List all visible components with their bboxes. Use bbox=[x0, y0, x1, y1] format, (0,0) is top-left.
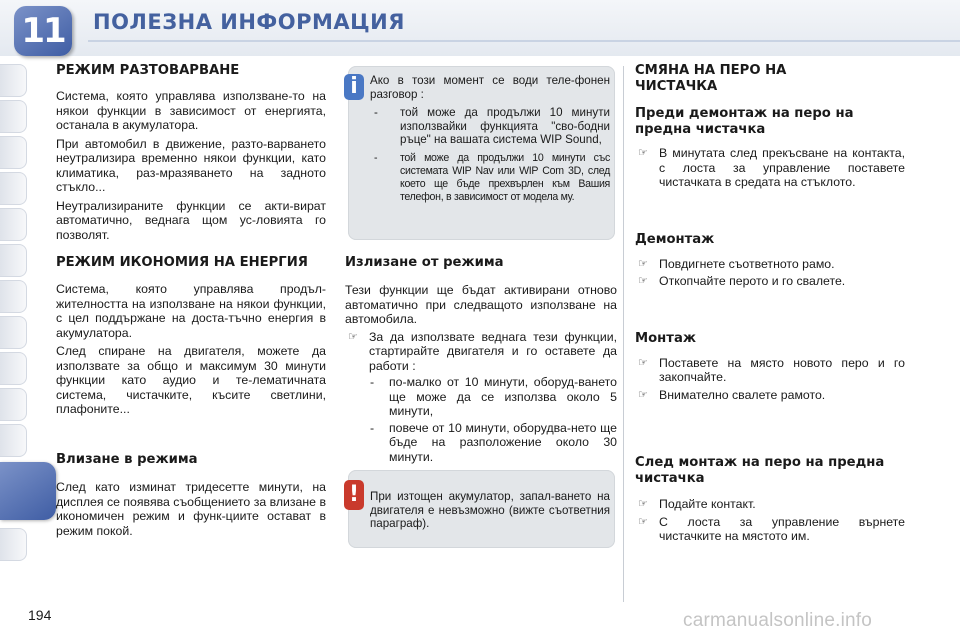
pointing-hand-icon: ☞ bbox=[348, 330, 358, 343]
list-item: ☞ Повдигнете съответното рамо. bbox=[638, 256, 835, 271]
economy-mode-title: РЕЖИМ ИКОНОМИЯ НА ЕНЕРГИЯ bbox=[56, 255, 308, 270]
pointing-hand-icon: ☞ bbox=[638, 356, 648, 369]
header-rule bbox=[88, 40, 960, 42]
dash-item: - по-малко от 10 минути, оборуд-ването ще може да се използва около 5 минути, bbox=[370, 375, 617, 418]
chapter-tab[interactable] bbox=[0, 136, 27, 169]
left-column-economy bbox=[56, 255, 326, 417]
chapter-tab[interactable] bbox=[0, 172, 27, 205]
pointing-hand-icon: ☞ bbox=[638, 498, 648, 510]
info-item: - той може да продължи 10 минути използвайки функцията "сво-бодни ръце" на вашата система WIP Sound, bbox=[374, 106, 610, 146]
paragraph: Система, която управлява използване-то на някои функции в зависимост от енергията, останала в акумулатора. bbox=[56, 89, 326, 132]
watermark: carmanualsonline.info bbox=[683, 610, 873, 631]
dash-marker: - bbox=[374, 106, 378, 119]
paragraph: Система, която управлява продъл-жителността на използване на някои функции, с цел поддържане на доста-тъчно енергия в акумулатора. bbox=[56, 282, 326, 340]
exit-mode-title: Излизане от режима bbox=[345, 255, 504, 270]
chapter-tab[interactable] bbox=[0, 64, 27, 97]
page-number: 194 bbox=[28, 607, 52, 623]
right-column bbox=[635, 63, 905, 402]
info-item: - той може да продължи 10 минути със системата WIP Nav или WIP Com 3D, след което ще бъде прехвърлен към Вашия телефон, в зависимост от модела му. bbox=[374, 151, 610, 203]
middle-column-exit bbox=[345, 255, 617, 464]
list-item: ☞ С лоста за управление върнете чистачките на мястото им. bbox=[638, 514, 905, 543]
paragraph: Тези функции ще бъдат активирани отново автоматично при следващото използване на автомобила. bbox=[345, 283, 617, 326]
list-item: ☞ Внимателно свалете рамото. bbox=[638, 387, 826, 402]
dash-marker: - bbox=[370, 420, 375, 435]
info-icon: i bbox=[344, 74, 364, 100]
pointing-hand-icon: ☞ bbox=[638, 275, 648, 287]
chapter-tab[interactable] bbox=[0, 316, 27, 349]
chapter-tab[interactable] bbox=[0, 208, 27, 241]
warning-text: При изтощен акумулатор, запал-ването на двигателя е невъзможно (вижте съответния параграф). bbox=[370, 490, 610, 530]
info-box-content bbox=[370, 74, 610, 204]
transport-mode-title: РЕЖИМ РАЗТОВАРВАНЕ bbox=[56, 63, 240, 78]
fitting-title: Монтаж bbox=[635, 330, 696, 346]
chapter-tab[interactable] bbox=[0, 100, 27, 133]
entering-mode-title: Влизане в режима bbox=[56, 452, 198, 467]
dash-item: - повече от 10 минути, оборудва-нето ще бъде на разположение около 30 минути. bbox=[370, 420, 617, 464]
paragraph: При автомобил в движение, разто-варването неутрализира временно някои функции, като климатика, раз-мразяването на задното стъкло... bbox=[56, 136, 326, 194]
info-intro: Ако в този момент се води теле-фонен разговор : bbox=[370, 74, 610, 101]
list-item: ☞ Подайте контакт. bbox=[638, 497, 756, 511]
chapter-tab[interactable] bbox=[0, 388, 27, 421]
removal-title: Демонтаж bbox=[635, 231, 715, 247]
chapter-tab[interactable] bbox=[0, 528, 27, 561]
list-item: ☞ Поставете на място новото перо и го закопчайте. bbox=[638, 355, 905, 384]
dash-marker: - bbox=[370, 375, 375, 389]
warning-box-content bbox=[370, 490, 610, 531]
right-column-after bbox=[635, 455, 905, 544]
pointing-hand-icon: ☞ bbox=[638, 257, 648, 270]
chapter-tab[interactable] bbox=[0, 424, 27, 457]
warning-icon: ! bbox=[344, 480, 364, 510]
left-column-entering bbox=[56, 452, 326, 538]
column-divider bbox=[623, 66, 624, 602]
list-item: ☞ За да използвате веднага тези функции, стартирайте двигателя и го оставете да работи : bbox=[348, 329, 617, 373]
pointing-hand-icon: ☞ bbox=[638, 388, 648, 401]
dash-marker: - bbox=[374, 151, 378, 164]
paragraph: След като изминат тридесетте минути, на дисплея се появява съобщението за влизане в икономичен режим и функ-циите остават в режим покой. bbox=[56, 480, 326, 538]
chapter-tab[interactable] bbox=[0, 244, 27, 277]
chapter-tab[interactable] bbox=[0, 280, 27, 313]
left-column bbox=[56, 63, 326, 242]
chapter-tab-active[interactable] bbox=[0, 462, 56, 520]
wiper-blade-title: СМЯНА НА ПЕРО НА ЧИСТАЧКА bbox=[635, 63, 787, 94]
before-removal-title: Преди демонтаж на перо на предна чистачка bbox=[635, 106, 854, 137]
list-item: ☞ В минутата след прекъсване на контакта, с лоста за управление поставете чистачката в средата на стъклото. bbox=[638, 146, 905, 189]
paragraph: Неутрализираните функции се акти-вират автоматично, веднага щом ус-ловията го позволят. bbox=[56, 198, 326, 242]
chapter-badge: 11 bbox=[14, 6, 72, 56]
page-title: ПОЛЕЗНА ИНФОРМАЦИЯ bbox=[93, 10, 405, 34]
after-fitting-title: След монтаж на перо на предна чистачка bbox=[635, 455, 885, 486]
chapter-tab[interactable] bbox=[0, 352, 27, 385]
list-item: ☞ Откопчайте перото и го свалете. bbox=[638, 274, 846, 288]
pointing-hand-icon: ☞ bbox=[638, 147, 648, 159]
pointing-hand-icon: ☞ bbox=[638, 515, 648, 528]
paragraph: След спиране на двигателя, можете да използвате за общо и максимум 30 минути функции като аудио и те-лематичната система, чистачките, късите светлини, плафоните... bbox=[56, 344, 326, 416]
